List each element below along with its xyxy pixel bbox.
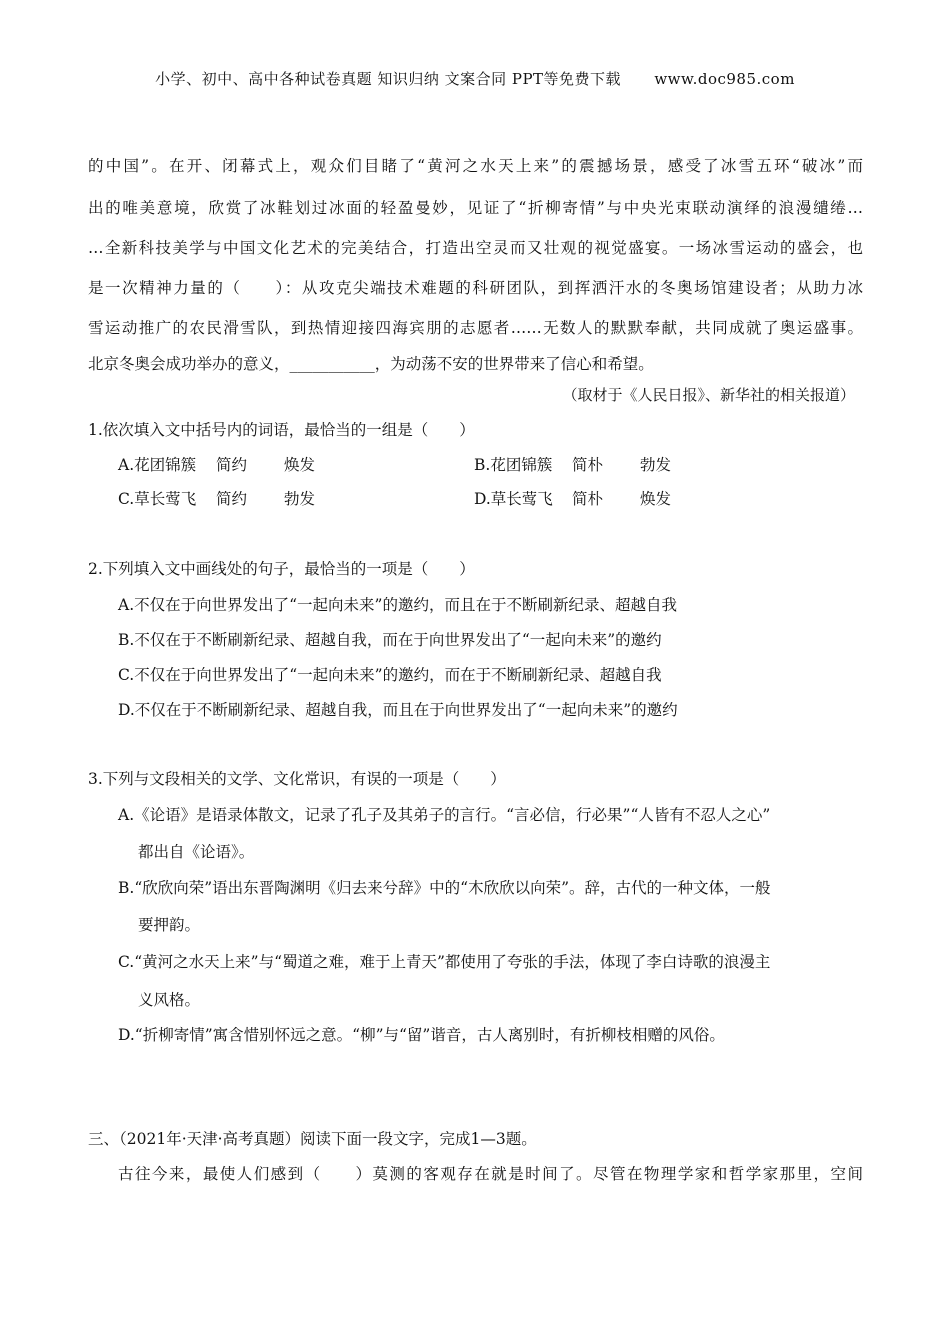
q1-b-word2: 简朴 <box>572 456 604 474</box>
q3-stem: 3.下列与文段相关的文学、文化常识，有误的一项是（ ） <box>88 770 506 788</box>
q1-a-word1: A.花团锦簇 <box>118 456 197 474</box>
q1-d-word3: 焕发 <box>640 490 672 508</box>
q1-a-word2: 简约 <box>216 456 248 474</box>
q1-option-b <box>474 453 671 475</box>
passage-line: 雪运动推广的农民滑雪队，到热情迎接四海宾朋的志愿者……无数人的默默奉献，共同成就了奥运盛事。 <box>88 319 863 337</box>
header-url[interactable]: www.doc985.com <box>654 70 795 88</box>
q1-c-word2: 简约 <box>216 490 248 508</box>
section-3-first-line: 古往今来，最使人们感到（ ）莫测的客观存在就是时间了。尽管在物理学家和哲学家那里，空间 <box>118 1165 863 1183</box>
passage-line: 出的唯美意境，欣赏了冰鞋划过冰面的轻盈曼妙，见证了“折柳寄情”与中央光束联动演绎的浪漫缱绻… <box>88 199 863 217</box>
passage-line: …全新科技美学与中国文化艺术的完美结合，打造出空灵而又壮观的视觉盛宴。一场冰雪运动的盛会，也 <box>88 239 863 257</box>
q1-option-c <box>118 487 315 509</box>
q3-option-a: A.《论语》是语录体散文，记录了孔子及其弟子的言行。“言必信，行必果”“人皆有不忍人之心” <box>118 806 771 824</box>
q3-option-b-cont: 要押韵。 <box>138 916 201 934</box>
q2-option-c: C.不仅在于向世界发出了“一起向未来”的邀约，而在于不断刷新纪录、超越自我 <box>118 666 662 684</box>
passage-line: 北京冬奥会成功举办的意义，___________，为动荡不安的世界带来了信心和希望。 <box>88 355 654 373</box>
q1-c-word1: C.草长莺飞 <box>118 490 197 508</box>
q2-option-a: A.不仅在于向世界发出了“一起向未来”的邀约，而且在于不断刷新纪录、超越自我 <box>118 596 677 614</box>
section-3-title: 三、（2021年·天津·高考真题）阅读下面一段文字，完成1—3题。 <box>88 1130 537 1148</box>
q1-b-word1: B.花团锦簇 <box>474 456 553 474</box>
q3-option-a-cont: 都出自《论语》。 <box>138 843 255 861</box>
q3-option-c-cont: 义风格。 <box>138 991 201 1009</box>
q3-option-d: D.“折柳寄情”寓含惜别怀远之意。“柳”与“留”谐音，古人离别时，有折柳枝相赠的风俗。 <box>118 1026 725 1044</box>
q1-d-word1: D.草长莺飞 <box>474 490 553 508</box>
q2-stem: 2.下列填入文中画线处的句子，最恰当的一项是（ ） <box>88 560 475 578</box>
q1-b-word3: 勃发 <box>640 456 672 474</box>
q1-d-word2: 简朴 <box>572 490 604 508</box>
passage-source: （取材于《人民日报》、新华社的相关报道） <box>562 386 855 404</box>
header-text: 小学、初中、高中各种试卷真题 知识归纳 文案合同 PPT等免费下载 <box>155 70 622 88</box>
q1-a-word3: 焕发 <box>284 456 316 474</box>
q1-option-d <box>474 487 671 509</box>
q1-stem: 1.依次填入文中括号内的词语，最恰当的一组是（ ） <box>88 421 475 439</box>
q3-option-c: C.“黄河之水天上来”与“蜀道之难，难于上青天”都使用了夸张的手法，体现了李白诗歌的浪漫主 <box>118 953 771 971</box>
page-header <box>0 68 950 89</box>
q3-option-b: B.“欣欣向荣”语出东晋陶渊明《归去来兮辞》中的“木欣欣以向荣”。辞，古代的一种文体，一般 <box>118 879 771 897</box>
passage-line: 的中国”。在开、闭幕式上，观众们目睹了“黄河之水天上来”的震撼场景，感受了冰雪五环“破冰”而 <box>88 157 863 175</box>
q2-option-b: B.不仅在于不断刷新纪录、超越自我，而在于向世界发出了“一起向未来”的邀约 <box>118 631 662 649</box>
q1-option-a <box>118 453 315 475</box>
q2-option-d: D.不仅在于不断刷新纪录、超越自我，而且在于向世界发出了“一起向未来”的邀约 <box>118 701 678 719</box>
q1-c-word3: 勃发 <box>284 490 316 508</box>
passage-line: 是一次精神力量的（ ）：从攻克尖端技术难题的科研团队，到挥洒汗水的冬奥场馆建设者；从助力冰 <box>88 279 863 297</box>
